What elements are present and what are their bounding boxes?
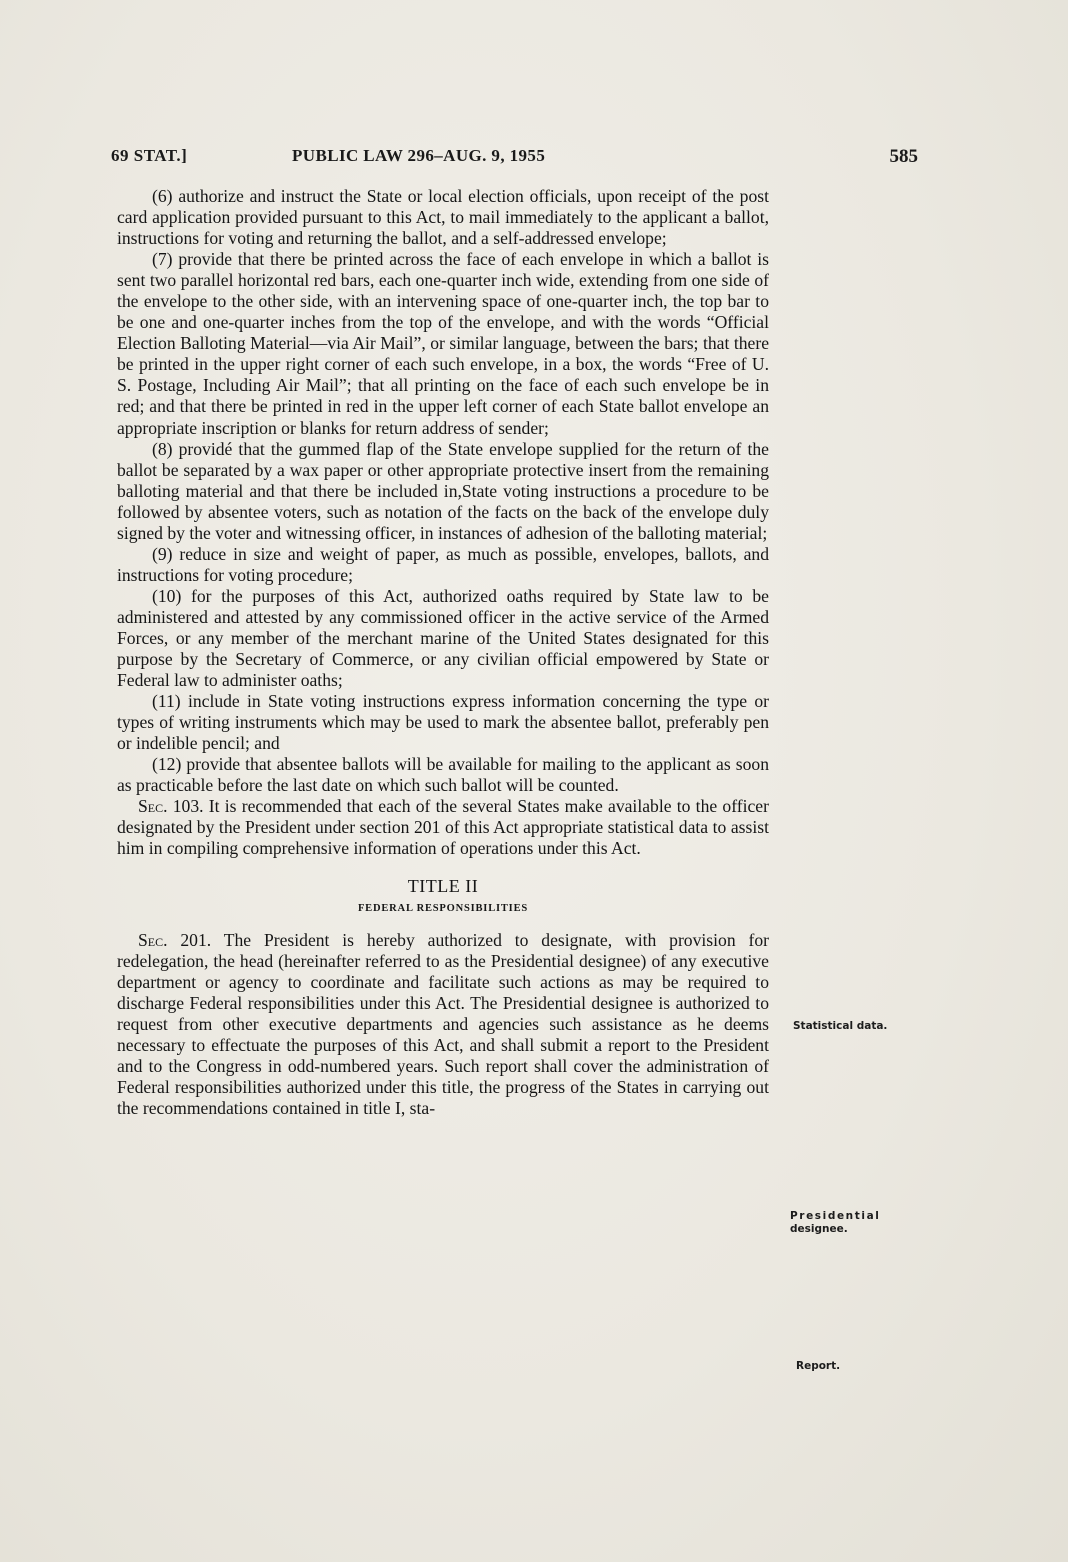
section-103 — [117, 796, 769, 859]
clause-11-text: (11) include in State voting instructions express information concerning the type or types of writing instruments which may be used to mark the absentee ballot, preferably pen or indelible pencil; and — [117, 691, 769, 754]
title-heading: TITLE II — [407, 875, 479, 896]
margin-note-statistical-data: Statistical data. — [793, 1020, 888, 1032]
title-subheading: FEDERAL RESPONSIBILITIES — [357, 902, 529, 914]
margin-note-presidential-designee — [790, 1210, 880, 1236]
clause-7-text: (7) provide that there be printed across the face of each envelope in which a ballot is sent two parallel horizontal red bars, each one-quarter inch wide, extending from one side of the envelope to the other side, with an intervening space of one-quarter inch, the top bar to be one and one-quarter inches from the top of the envelope, and with the words “Official Election Balloting Material—via Air Mail”, or similar language, between the bars; that there be printed in the upper right corner of each such envelope, in a box, the words “Free of U. S. Postage, Including Air Mail”; that all printing on the face of each such envelope be in red; and that there be printed in red in the upper left corner of each State ballot envelope an appropriate inscription or blanks for return address of sender; — [117, 249, 769, 438]
clause-8-text: (8) providé that the gummed flap of the State envelope supplied for the return of the ballot be separated by a wax paper or other appropriate protective insert from the remaining balloting material and that there be included in,State voting instructions a procedure to be followed by absentee voters, such as notation of the facts on the back of the envelope duly signed by the voter and witnessing officer, in instances of adhesion of the balloting material; — [117, 438, 769, 543]
section-103-label: Sec. 103. — [138, 796, 204, 817]
statute-volume: 69 STAT.] — [111, 146, 188, 165]
clause-12 — [117, 754, 769, 796]
clause-6-text: (6) authorize and instruct the State or local election officials, upon receipt of the post card application provided pursuant to this Act, to mail immediately to the applicant a ballot, instructions for voting and returning the ballot, and a self-addressed envelope; — [117, 186, 769, 249]
clause-11 — [117, 691, 769, 754]
clause-7 — [117, 249, 769, 438]
section-201-text: The President is hereby authorized to designate, with provision for redelegation, the head (hereinafter referred to as the Presidential designee) of any executive department or agency to coordinate and facilitate such actions as may be required to discharge Federal responsibilities under this Act. The Presidential designee is authorized to request from other executive departments and agencies such assistance as he deems necessary to effectuate the purposes of this Act, and shall submit a report to the President and to the Congress in odd-numbered years. Such report shall cover the administration of Federal responsibilities authorized under this title, the progress of the States in carrying out the recommendations contained in title I, sta- — [117, 929, 769, 1118]
clause-9-text: (9) reduce in size and weight of paper, as much as possible, envelopes, ballots, and instructions for voting procedure; — [117, 543, 769, 585]
section-201-label: Sec. 201. — [138, 929, 212, 950]
page-number: 585 — [889, 146, 918, 167]
title-block — [117, 874, 769, 920]
clause-9 — [117, 544, 769, 586]
margin-note-report: Report. — [796, 1360, 841, 1372]
section-201 — [117, 930, 769, 1119]
public-law-citation: PUBLIC LAW 296–AUG. 9, 1955 — [292, 146, 546, 165]
margin-note-presidential-line2: designee. — [790, 1223, 848, 1235]
clause-8 — [117, 439, 769, 544]
clause-10-text: (10) for the purposes of this Act, authorized oaths required by State law to be administered and attested by any commissioned officer in the active service of the Armed Forces, or any member of the merchant marine of the United States designated for this purpose by the Secretary of Commerce, or any civilian official empowered by State or Federal law to administer oaths; — [117, 585, 769, 691]
clause-6 — [117, 186, 769, 249]
clause-12-text: (12) provide that absentee ballots will be available for mailing to the applicant as soon as practicable before the last date on which such ballot will be counted. — [117, 754, 769, 796]
section-103-text: It is recommended that each of the several States make available to the officer designated by the President under section 201 of this Act appropriate statistical data to assist him in compiling comprehensive information of operations under this Act. — [117, 796, 769, 859]
margin-note-presidential-line1: Presidential — [790, 1210, 881, 1222]
clause-10 — [117, 586, 769, 691]
body-text — [117, 186, 769, 1119]
running-head — [111, 146, 918, 170]
